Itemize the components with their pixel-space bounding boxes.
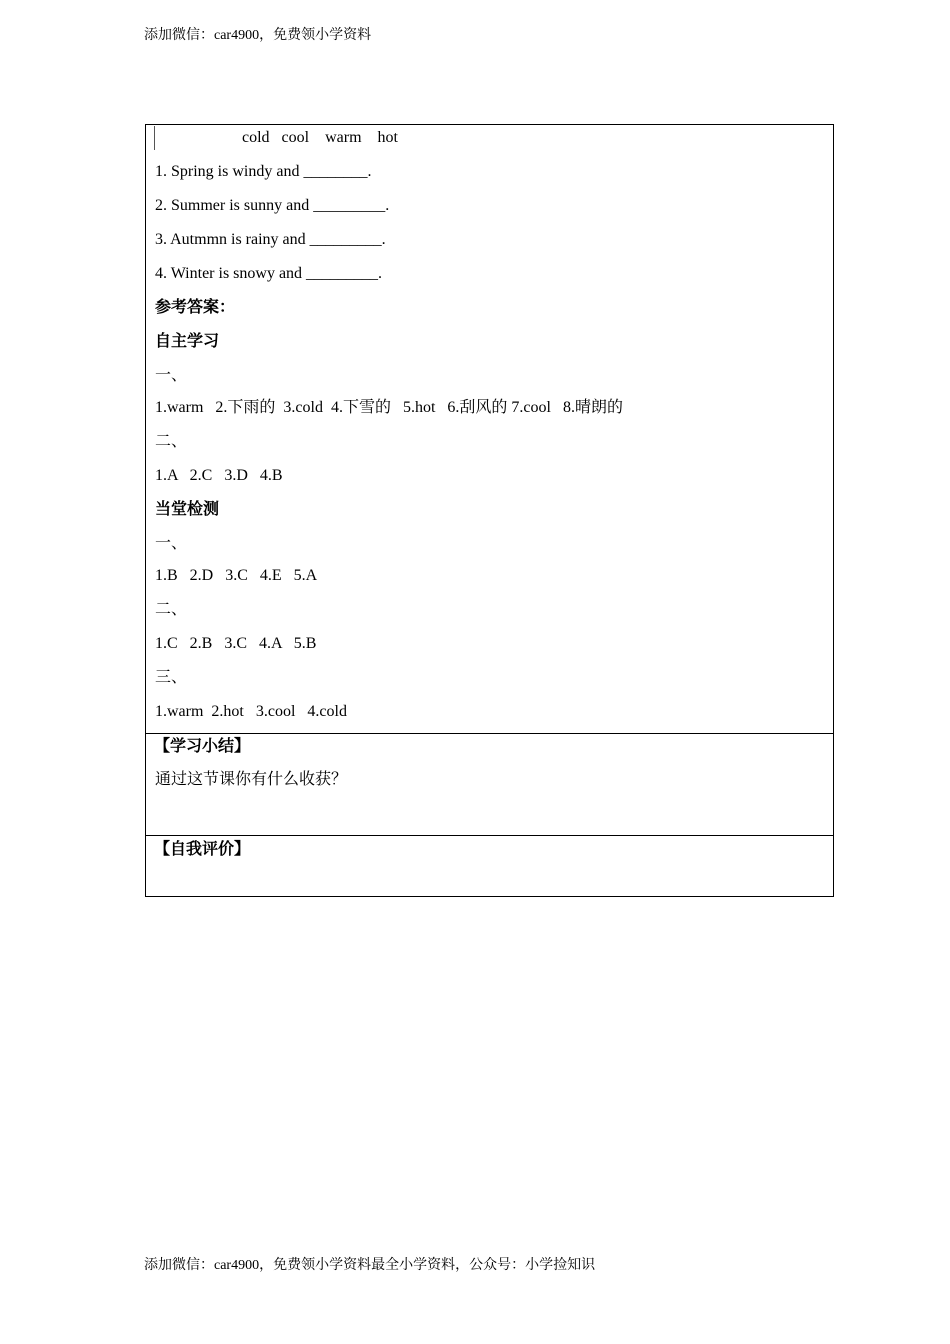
header-note: 添加微信：car4900，免费领小学资料 — [144, 28, 372, 43]
exercise-and-answers-cell — [146, 125, 833, 734]
self-study-part1-label: 一、 — [155, 367, 188, 384]
question-4: 4. Winter is snowy and _________. — [155, 265, 383, 282]
class-check-part1-label: 一、 — [155, 535, 188, 552]
class-check-part1-answers: 1.B 2.D 3.C 4.E 5.A — [155, 567, 318, 584]
word-bank: cold cool warm hot — [242, 129, 398, 146]
question-2: 2. Summer is sunny and _________. — [155, 197, 390, 214]
study-summary-heading: 【学习小结】 — [154, 738, 251, 755]
worksheet-table — [145, 124, 834, 897]
question-1: 1. Spring is windy and ________. — [155, 163, 372, 180]
class-check-heading: 当堂检测 — [155, 501, 220, 518]
word-bank-divider — [154, 126, 155, 150]
class-check-part3-label: 三、 — [155, 669, 188, 686]
class-check-part2-label: 二、 — [155, 601, 188, 618]
class-check-part2-answers: 1.C 2.B 3.C 4.A 5.B — [155, 635, 317, 652]
answers-title: 参考答案： — [155, 299, 236, 316]
study-summary-prompt: 通过这节课你有什么收获？ — [155, 771, 348, 788]
self-study-heading: 自主学习 — [155, 333, 220, 350]
self-study-part2-label: 二、 — [155, 433, 188, 450]
self-study-part2-answers: 1.A 2.C 3.D 4.B — [155, 467, 283, 484]
self-study-part1-answers: 1.warm 2.下雨的 3.cold 4.下雪的 5.hot 6.刮风的 7.cool 8.晴朗的 — [155, 399, 623, 416]
question-3: 3. Autmmn is rainy and _________. — [155, 231, 386, 248]
study-summary-cell — [146, 734, 833, 836]
self-evaluation-cell — [146, 836, 833, 896]
footer-note: 添加微信：car4900，免费领小学资料最全小学资料，公众号：小学捡知识 — [144, 1258, 596, 1273]
self-evaluation-heading: 【自我评价】 — [154, 841, 251, 858]
class-check-part3-answers: 1.warm 2.hot 3.cool 4.cold — [155, 703, 347, 720]
